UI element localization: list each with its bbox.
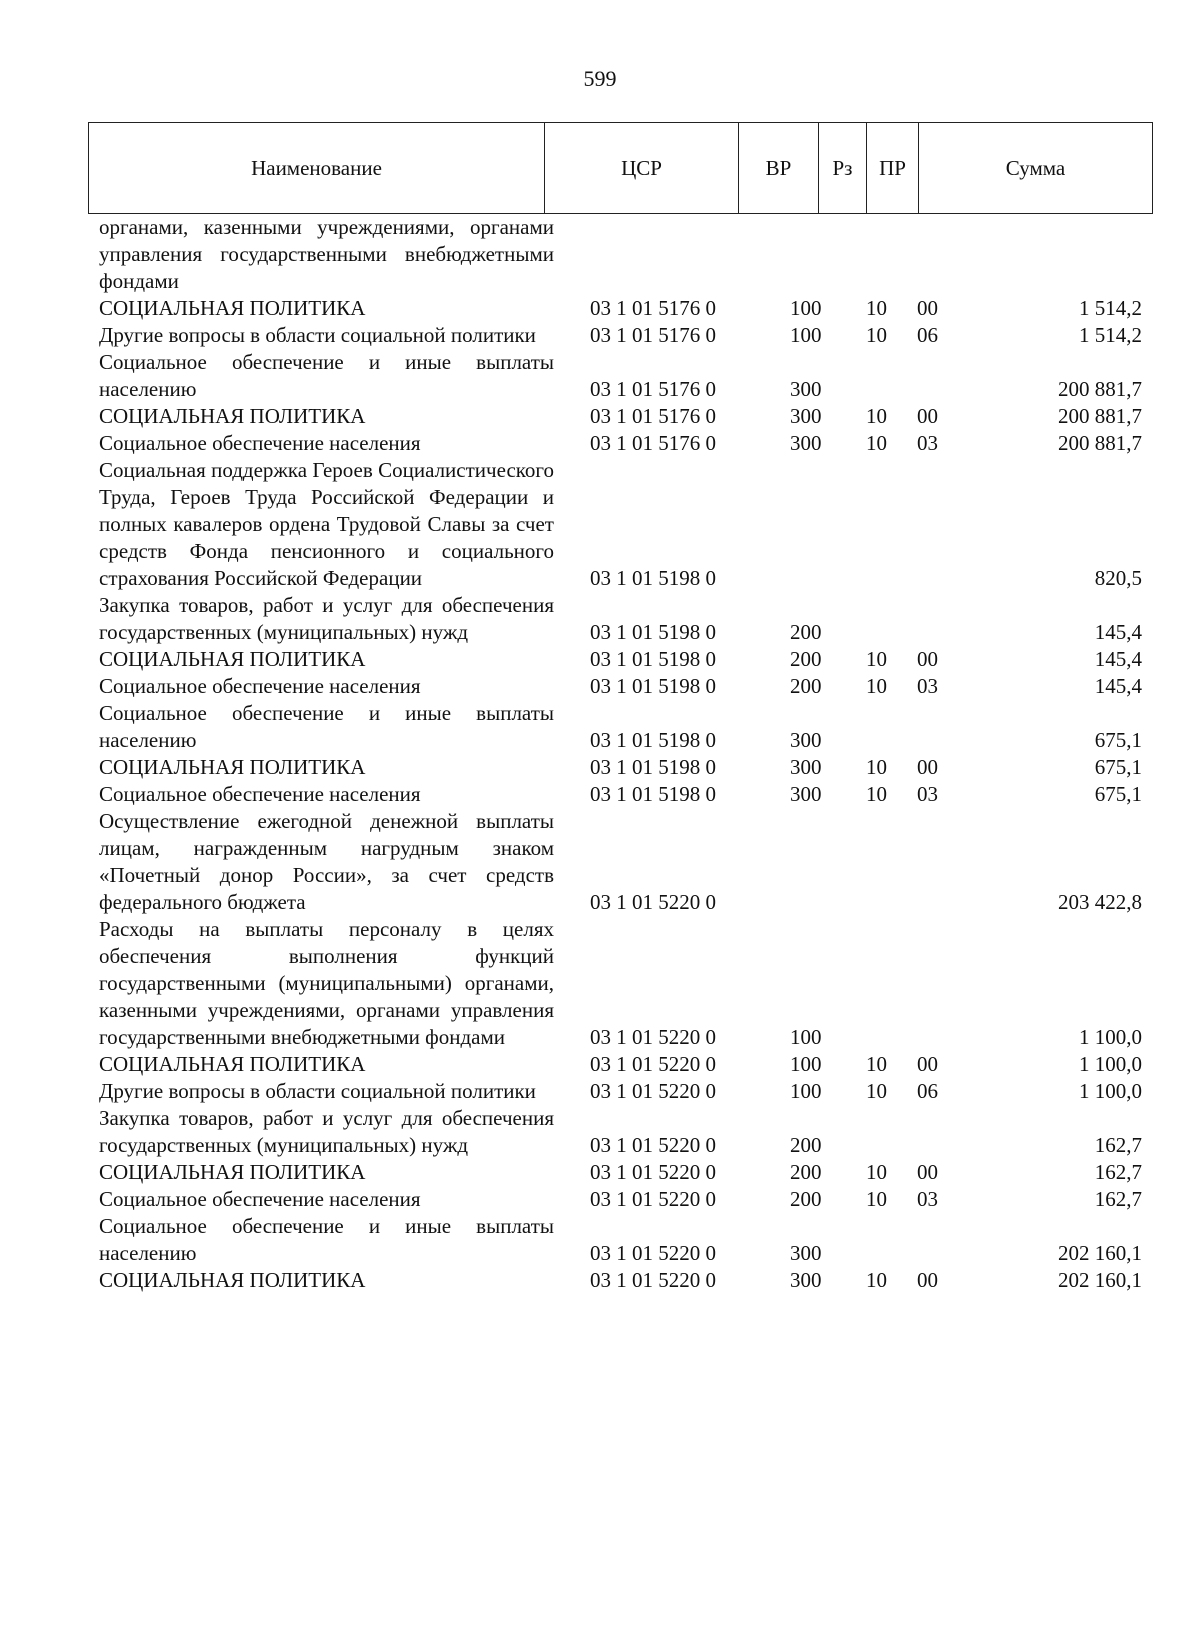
row-pr: 06 [917,323,938,347]
row-csr: 03 1 01 5220 0 [590,1160,716,1184]
table-row [0,295,1200,322]
row-name: Осуществление ежегодной денежной выплаты лицам, награжденным нагрудным знаком «Почетный донор России», за счет средств федерального бюджета [99,809,554,914]
table-row [0,592,1200,646]
table-row [0,214,1200,295]
header-pr: ПР [867,123,919,214]
row-csr: 03 1 01 5198 0 [590,782,716,806]
row-sum: 200 881,7 [1058,431,1142,455]
row-vr: 300 [790,431,822,455]
table-row [0,322,1200,349]
row-vr: 300 [790,1268,822,1292]
header-sum: Сумма [919,123,1153,214]
header-vr: ВР [739,123,819,214]
row-sum: 1 514,2 [1079,323,1142,347]
row-pr: 03 [917,431,938,455]
row-pr: 00 [917,296,938,320]
row-vr: 200 [790,1187,822,1211]
table-row [0,457,1200,592]
row-name: СОЦИАЛЬНАЯ ПОЛИТИКА [99,1268,366,1292]
row-csr: 03 1 01 5198 0 [590,566,716,590]
row-name: органами, казенными учреждениями, органами управления государственными внебюджетными фондами [99,215,554,293]
table-row [0,1267,1200,1294]
table-row [0,403,1200,430]
row-sum: 820,5 [1094,566,1142,590]
row-csr: 03 1 01 5220 0 [590,1133,716,1157]
row-vr: 200 [790,647,822,671]
row-csr: 03 1 01 5198 0 [590,755,716,779]
page-number: 599 [583,66,617,91]
row-name: СОЦИАЛЬНАЯ ПОЛИТИКА [99,755,366,779]
header-csr: ЦСР [545,123,739,214]
row-vr: 300 [790,782,822,806]
row-name: Социальное обеспечение населения [99,431,421,455]
table-body [0,214,1200,1294]
table-row [0,1105,1200,1159]
row-rz: 10 [866,647,887,671]
row-name: Расходы на выплаты персоналу в целях обеспечения выполнения функций государственными (муниципальными) органами, казенными учреждениями, органами управления государственными внебюджетными фондами [99,917,554,1049]
row-csr: 03 1 01 5220 0 [590,1268,716,1292]
table-row [0,673,1200,700]
row-pr: 03 [917,674,938,698]
table-row [0,1213,1200,1267]
row-vr: 100 [790,1079,822,1103]
row-sum: 145,4 [1094,674,1142,698]
row-sum: 1 100,0 [1079,1025,1142,1049]
row-sum: 1 514,2 [1079,296,1142,320]
header-rz: Рз [819,123,867,214]
row-csr: 03 1 01 5220 0 [590,1079,716,1103]
table-row [0,700,1200,754]
row-rz: 10 [866,1052,887,1076]
row-sum: 162,7 [1094,1160,1142,1184]
table-row [0,808,1200,916]
row-csr: 03 1 01 5198 0 [590,647,716,671]
row-sum: 145,4 [1094,620,1142,644]
row-sum: 145,4 [1094,647,1142,671]
row-vr: 200 [790,1133,822,1157]
row-pr: 00 [917,1268,938,1292]
row-name: Социальное обеспечение и иные выплаты населению [99,1214,554,1265]
row-csr: 03 1 01 5176 0 [590,377,716,401]
row-rz: 10 [866,1268,887,1292]
row-csr: 03 1 01 5220 0 [590,890,716,914]
row-vr: 300 [790,404,822,428]
row-name: СОЦИАЛЬНАЯ ПОЛИТИКА [99,1052,366,1076]
row-sum: 203 422,8 [1058,890,1142,914]
row-sum: 1 100,0 [1079,1079,1142,1103]
table-row [0,349,1200,403]
row-rz: 10 [866,431,887,455]
row-name: СОЦИАЛЬНАЯ ПОЛИТИКА [99,647,366,671]
row-vr: 200 [790,674,822,698]
row-csr: 03 1 01 5198 0 [590,620,716,644]
row-sum: 1 100,0 [1079,1052,1142,1076]
row-name: Другие вопросы в области социальной политики [99,1079,536,1103]
row-sum: 200 881,7 [1058,377,1142,401]
row-rz: 10 [866,1079,887,1103]
table-row [0,1051,1200,1078]
row-name: Социальное обеспечение и иные выплаты населению [99,701,554,752]
table-row [0,916,1200,1051]
row-name: Закупка товаров, работ и услуг для обеспечения государственных (муниципальных) нужд [99,1106,554,1157]
row-rz: 10 [866,323,887,347]
row-csr: 03 1 01 5198 0 [590,674,716,698]
row-rz: 10 [866,1160,887,1184]
row-pr: 06 [917,1079,938,1103]
row-vr: 300 [790,1241,822,1265]
row-name: Социальное обеспечение населения [99,1187,421,1211]
row-rz: 10 [866,674,887,698]
table-header [88,122,1153,214]
row-name: СОЦИАЛЬНАЯ ПОЛИТИКА [99,404,366,428]
row-vr: 100 [790,296,822,320]
row-name: Социальное обеспечение населения [99,674,421,698]
row-sum: 675,1 [1094,728,1142,752]
row-vr: 100 [790,323,822,347]
row-pr: 00 [917,404,938,428]
row-csr: 03 1 01 5198 0 [590,728,716,752]
table-row [0,646,1200,673]
row-csr: 03 1 01 5176 0 [590,323,716,347]
row-name: Социальная поддержка Героев Социалистического Труда, Героев Труда Российской Федерации и полных кавалеров ордена Трудовой Славы за счет средств Фонда пенсионного и социального страхования Российской Федерации [99,458,554,590]
row-vr: 200 [790,1160,822,1184]
row-vr: 300 [790,728,822,752]
row-vr: 200 [790,620,822,644]
table-row [0,1078,1200,1105]
row-name: СОЦИАЛЬНАЯ ПОЛИТИКА [99,296,366,320]
row-rz: 10 [866,755,887,779]
row-vr: 300 [790,755,822,779]
row-csr: 03 1 01 5220 0 [590,1187,716,1211]
row-pr: 03 [917,1187,938,1211]
row-pr: 00 [917,1160,938,1184]
row-pr: 00 [917,1052,938,1076]
row-sum: 202 160,1 [1058,1268,1142,1292]
row-sum: 675,1 [1094,755,1142,779]
row-name: Другие вопросы в области социальной политики [99,323,536,347]
row-rz: 10 [866,404,887,428]
row-sum: 162,7 [1094,1133,1142,1157]
row-sum: 675,1 [1094,782,1142,806]
row-name: Социальное обеспечение и иные выплаты населению [99,350,554,401]
table-row [0,754,1200,781]
row-rz: 10 [866,296,887,320]
row-name: Социальное обеспечение населения [99,782,421,806]
row-sum: 162,7 [1094,1187,1142,1211]
row-name: СОЦИАЛЬНАЯ ПОЛИТИКА [99,1160,366,1184]
row-pr: 03 [917,782,938,806]
row-vr: 300 [790,377,822,401]
row-csr: 03 1 01 5176 0 [590,296,716,320]
row-pr: 00 [917,647,938,671]
row-csr: 03 1 01 5220 0 [590,1241,716,1265]
row-vr: 100 [790,1052,822,1076]
table-row [0,781,1200,808]
row-csr: 03 1 01 5176 0 [590,404,716,428]
table-row [0,1159,1200,1186]
row-rz: 10 [866,782,887,806]
row-rz: 10 [866,1187,887,1211]
row-vr: 100 [790,1025,822,1049]
row-sum: 200 881,7 [1058,404,1142,428]
table-row [0,1186,1200,1213]
header-name: Наименование [89,123,545,214]
row-sum: 202 160,1 [1058,1241,1142,1265]
row-csr: 03 1 01 5176 0 [590,431,716,455]
row-pr: 00 [917,755,938,779]
row-name: Закупка товаров, работ и услуг для обеспечения государственных (муниципальных) нужд [99,593,554,644]
row-csr: 03 1 01 5220 0 [590,1025,716,1049]
table-row [0,430,1200,457]
row-csr: 03 1 01 5220 0 [590,1052,716,1076]
